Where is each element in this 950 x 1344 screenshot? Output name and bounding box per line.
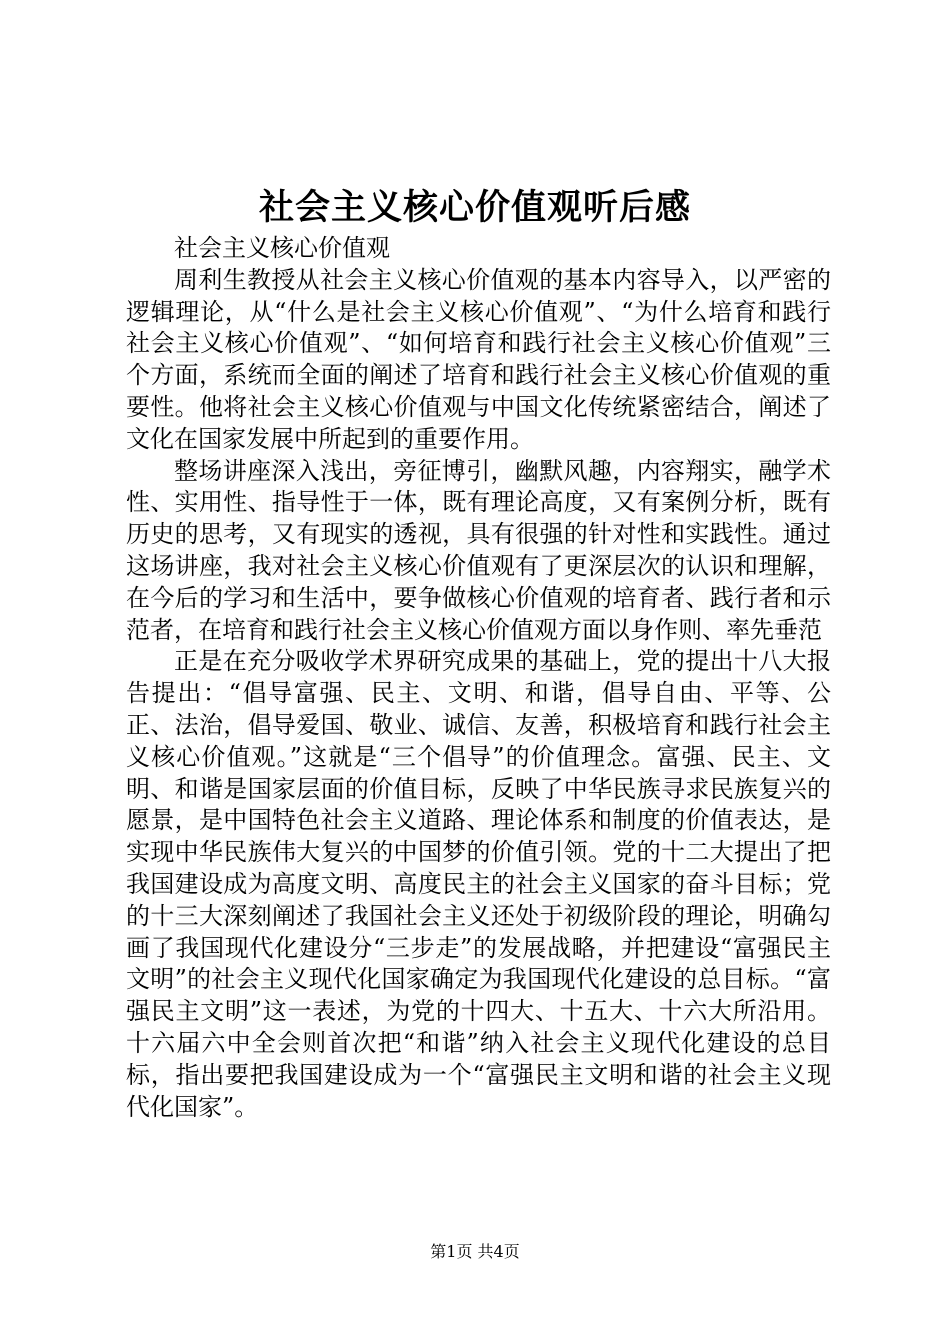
paragraph: 整场讲座深入浅出，旁征博引，幽默风趣，内容翔实，融学术性、实用性、指导性于一体，既有理论高度，又有案例分析，既有历史的思考，又有现实的透视，具有很强的针对性和实践性。通过这场讲座，我对社会主义核心价值观有了更深层次的认识和理解，在今后的学习和生活中，要争做核心价值观的培育者、践行者和示范者，在培育和践行社会主义核心价值观方面以身作则、率先垂范 [126,456,831,644]
document-title: 社会主义核心价值观听后感 [258,187,691,228]
page-number-footer: 第1页 共4页 [430,1242,520,1261]
paragraph: 正是在充分吸收学术界研究成果的基础上，党的提出十八大报告提出：“倡导富强、民主、文明、和谐，倡导自由、平等、公正、法治，倡导爱国、敬业、诚信、友善，积极培育和践行社会主义核心价值观。”这就是“三个倡导”的价值理念。富强、民主、文明、和谐是国家层面的价值目标，反映了中华民族寻求民族复兴的愿景，是中国特色社会主义道路、理论体系和制度的价值表达，是实现中华民族伟大复兴的中国梦的价值引领。党的十二大提出了把我国建设成为高度文明、高度民主的社会主义国家的奋斗目标；党的十三大深刻阐述了我国社会主义还处于初级阶段的理论，明确勾画了我国现代化建设分“三步走”的发展战略，并把建设“富强民主文明”的社会主义现代化国家确定为我国现代化建设的总目标。“富强民主文明”这一表述，为党的十四大、十五大、十六大所沿用。十六届六中全会则首次把“和谐”纳入社会主义现代化建设的总目标，指出要把我国建设成为一个“富强民主文明和谐的社会主义现代化国家”。 [126,647,831,1121]
paragraph: 周利生教授从社会主义核心价值观的基本内容导入，以严密的逻辑理论，从“什么是社会主义核心价值观”、“为什么培育和践行社会主义核心价值观”、“如何培育和践行社会主义核心价值观”三个方面，系统而全面的阐述了培育和践行社会主义核心价值观的重要性。他将社会主义核心价值观与中国文化传统紧密结合，阐述了文化在国家发展中所起到的重要作用。 [126,265,831,453]
paragraph-subtitle: 社会主义核心价值观 [174,234,390,262]
document-body [126,233,831,1123]
